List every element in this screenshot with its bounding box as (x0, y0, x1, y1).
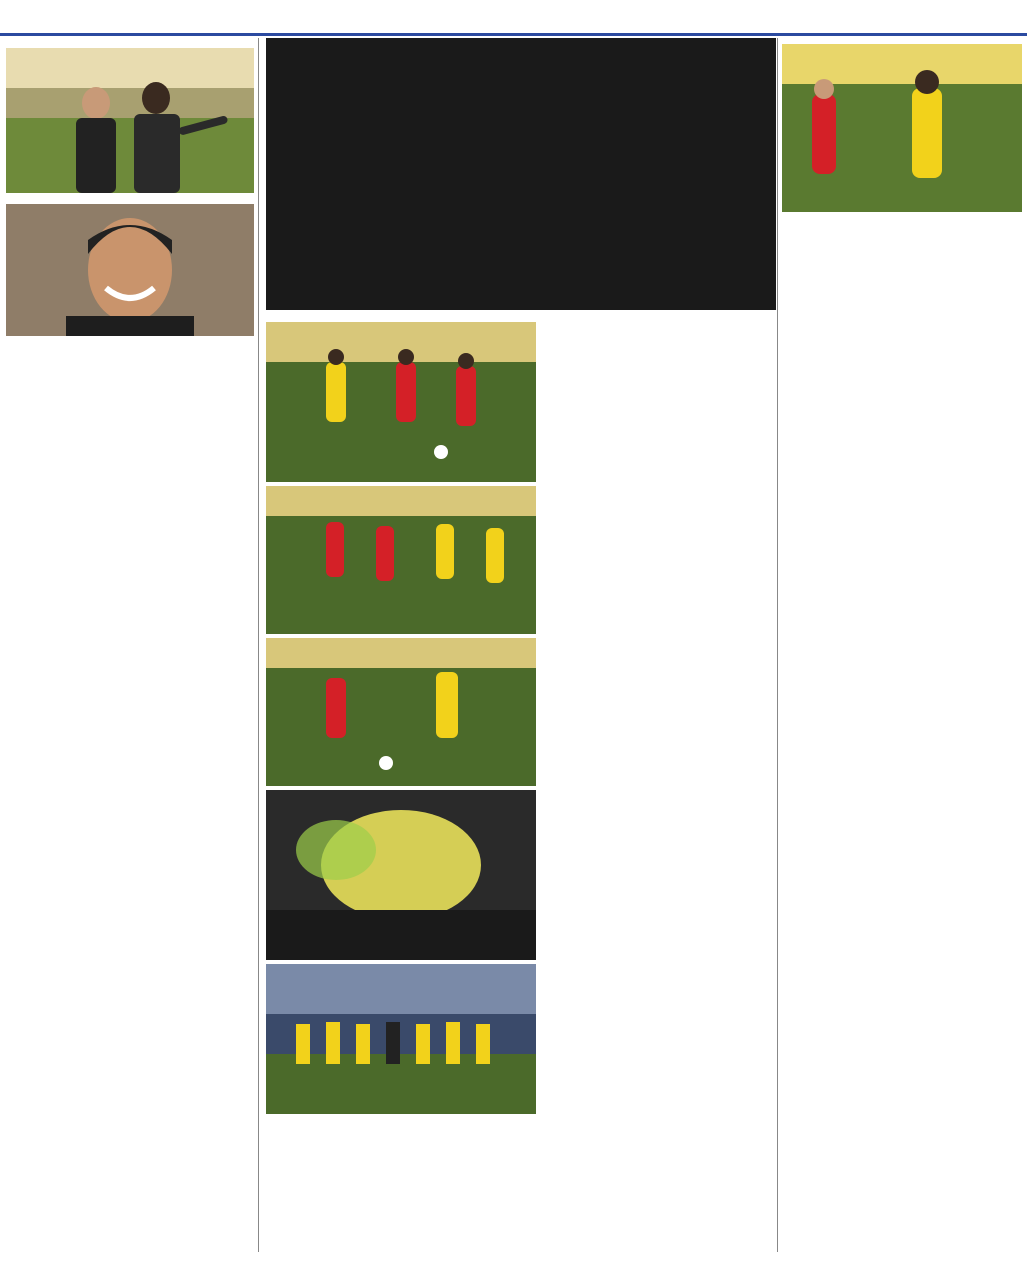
right-article-1 (780, 212, 1024, 219)
right-photo-1 (782, 44, 1022, 212)
middle-column (262, 312, 776, 1252)
team-celebration-photo (266, 964, 536, 1114)
match-report (540, 322, 774, 329)
match-photos (266, 322, 536, 1118)
right-column (780, 38, 1024, 1252)
column-divider (777, 38, 778, 1252)
condolence-notice (266, 38, 776, 310)
coaches-photo (6, 48, 254, 193)
golmohammadi-portrait (6, 204, 254, 336)
left-column (4, 38, 256, 1252)
middle-body (262, 322, 776, 1192)
match-photo-3 (266, 638, 536, 786)
match-photo-1 (266, 322, 536, 482)
left-article-continued (4, 340, 256, 347)
masthead (0, 0, 1027, 36)
match-photo-2 (266, 486, 536, 634)
column-divider (258, 38, 259, 1252)
fans-smoke-photo (266, 790, 536, 960)
left-article (4, 193, 256, 200)
